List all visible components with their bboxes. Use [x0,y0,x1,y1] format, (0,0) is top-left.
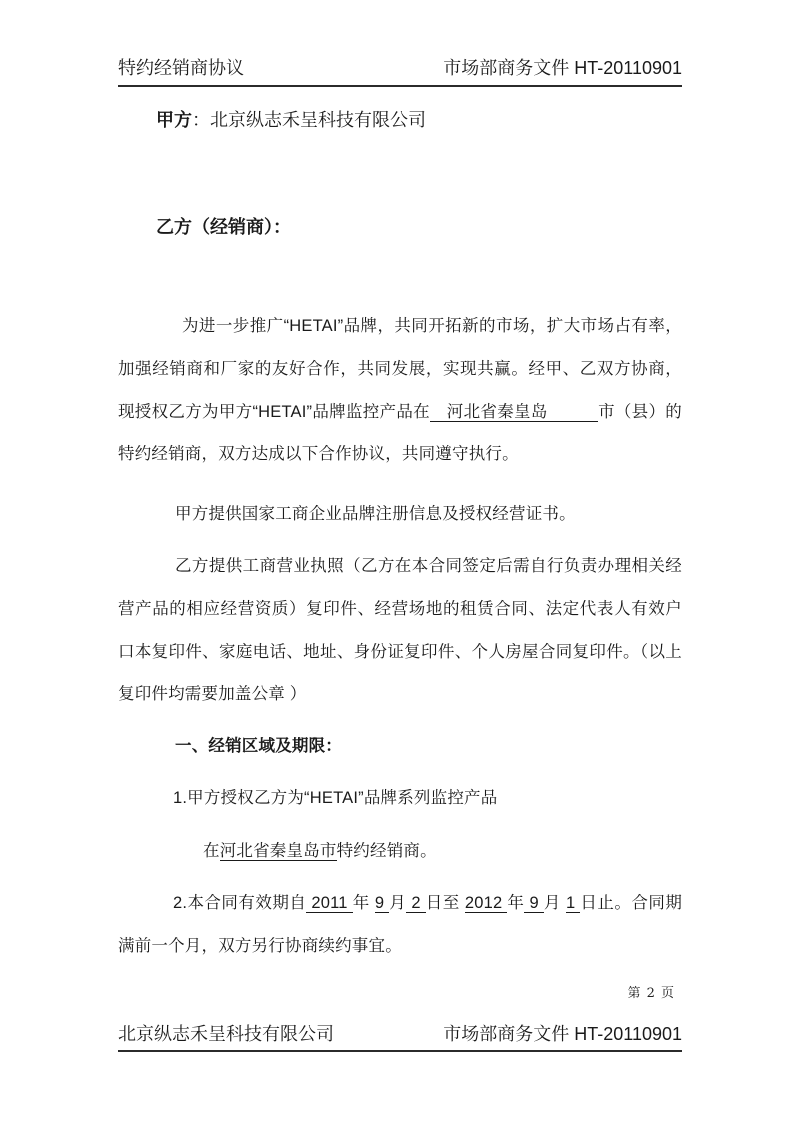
underlined-fill-in: 9 [524,894,544,912]
underlined-fill-in: 2011 [306,894,353,912]
text-run: 特约经销商。 [336,842,437,860]
page-number: 第 2 页 [627,986,675,1001]
underlined-fill-in: 2012 [464,894,508,912]
text-run: 年 [352,894,375,912]
section-1-item-1-continuation [118,830,682,873]
section-1-heading: 一、经销区域及期限： [175,737,342,755]
footer-doc-number: 市场部商务文件 HT-20110901 [443,1024,682,1044]
section-1-item-2 [118,882,682,968]
text-run: 月 [543,894,566,912]
underlined-fill-in: 1 [565,894,581,912]
page-header [118,56,682,87]
party-b-label: 乙方（经销商）： [156,217,291,237]
underlined-fill-in: 9 [374,894,390,912]
party-a-label: 甲方 [156,110,192,130]
party-a-provides-paragraph: 甲方提供国家工商企业品牌注册信息及授权经营证书。 [175,505,576,523]
party-b-line [156,215,291,239]
underlined-fill-in: 河北省秦皇岛市 [219,842,337,860]
header-doc-number: 市场部商务文件 HT-20110901 [443,58,682,78]
underlined-fill-in: 2 [406,894,426,912]
underlined-fill-in: 河北省秦皇岛 [429,402,599,421]
intro-paragraph [118,305,682,476]
party-b-provides-paragraph: 乙方提供工商营业执照（乙方在本合同签定后需自行负责办理相关经营产品的相应经营资质）复印件、经营场地的租赁合同、法定代表人有效户口本复印件、家庭电话、地址、身份证复印件、个人房屋合同复印件。（以上复印件均需要加盖公章 ） [118,557,682,704]
header-title: 特约经销商协议 [118,58,244,78]
text-run: 在 [203,842,220,860]
text-run: 日至 [425,894,465,912]
text-run: 2.本合同有效期自 [173,894,307,912]
party-a-line [156,108,426,132]
section-1-item-1: 1.甲方授权乙方为“HETAI”品牌系列监控产品 [173,789,498,807]
text-run: 日止。合同期满前一个月，双方另行协商续约事宜。 [118,894,683,955]
text-run: 月 [389,894,407,912]
party-a-value: ：北京纵志禾呈科技有限公司 [192,110,426,130]
page-footer [118,1023,682,1052]
text-run: 年 [507,894,525,912]
footer-company: 北京纵志禾呈科技有限公司 [118,1024,334,1044]
text-run: 为进一步推广“HETAI”品牌，共同开拓新的市场，扩大市场占有率，加强经销商和厂家的友好合作，共同发展，实现共赢。经甲、乙双方协商，现授权乙方为甲方“HETAI”品牌监控产品在 [118,317,682,421]
text-run: 市（县）的特约经销商，双方达成以下合作协议，共同遵守执行。 [118,402,682,464]
